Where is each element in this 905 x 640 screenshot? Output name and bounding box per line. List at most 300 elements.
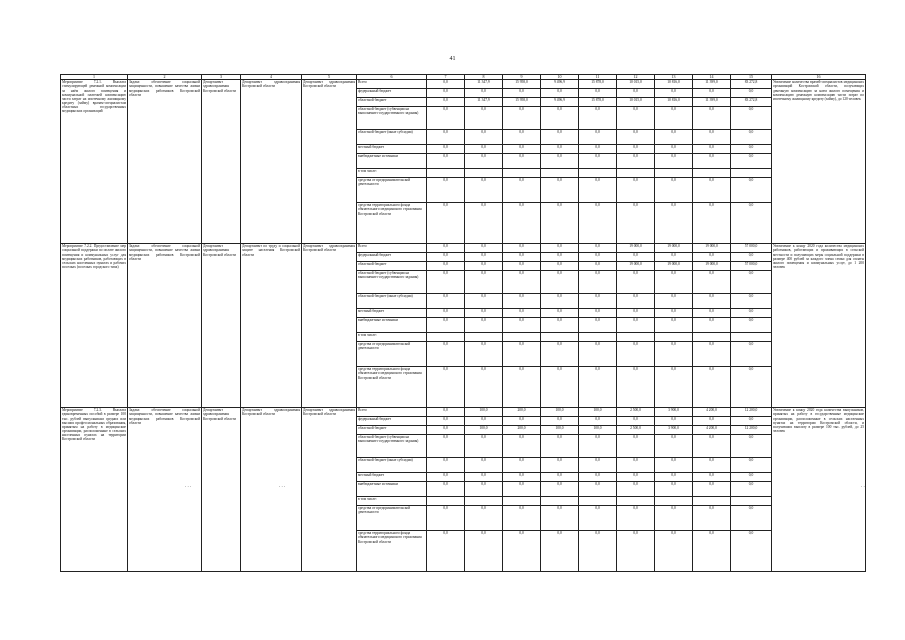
amount-cell [731, 333, 772, 342]
amount-cell: 0,0 [693, 178, 731, 203]
funding-row [61, 80, 866, 89]
amount-cell: 0,0 [731, 531, 772, 572]
amount-cell: 11 399,0 [693, 80, 731, 89]
task-cell: Задача: обеспечение социальной защищенности, повышение качества жизни медицинских работников Костромской области [128, 80, 202, 244]
amount-cell: 0,0 [579, 342, 617, 367]
amount-cell: 0,0 [427, 107, 465, 130]
amount-cell: 0,0 [579, 417, 617, 426]
responsible-cell: Департамент здравоохранения Костромской области [202, 244, 241, 408]
activity-name-cell: Мероприятие 7.2.3. Выплата единовременных пособий в размере 100 тыс. рублей выпускникам средних или высших профессиональных образования, принятым на работу в медицинские организации, расположенные в сельских населенных пунктах на территории Костромской области [61, 408, 128, 572]
amount-cell: 0,0 [503, 154, 541, 169]
amount-cell: 0,0 [465, 417, 503, 426]
amount-cell: 0,0 [503, 294, 541, 309]
amount-cell [465, 333, 503, 342]
column-number-cell: 3 [202, 75, 241, 80]
amount-cell: 0,0 [503, 531, 541, 572]
amount-cell: 19 000,0 [655, 262, 693, 271]
amount-cell: 0,0 [541, 458, 579, 473]
amount-cell: 0,0 [503, 482, 541, 497]
amount-cell: 0,0 [579, 473, 617, 482]
column-number-cell: 11 [579, 75, 617, 80]
amount-cell: 0,0 [693, 253, 731, 262]
amount-cell: 0,0 [503, 178, 541, 203]
funding-source-cell: средства территориального фонда обязательного медицинского страхования Костромской области [357, 203, 427, 244]
amount-cell: 0,0 [503, 203, 541, 244]
amount-cell: 0,0 [541, 473, 579, 482]
amount-cell: 0,0 [655, 178, 693, 203]
amount-cell: 0,0 [427, 154, 465, 169]
amount-cell: 0,0 [579, 107, 617, 130]
amount-cell [579, 497, 617, 506]
participant-cell: Департамент здравоохранения Костромской области [302, 244, 357, 408]
funding-source-cell: местный бюджет [357, 145, 427, 154]
task-cell: Задача: обеспечение социальной защищенности, повышение качества жизни медицинских работников Костромской области [128, 408, 202, 572]
amount-cell: 0,0 [655, 458, 693, 473]
amount-cell: 15 878,0 [579, 98, 617, 107]
amount-cell: 0,0 [617, 482, 655, 497]
amount-cell: 0,0 [541, 318, 579, 333]
amount-cell: 0,0 [617, 203, 655, 244]
funding-source-cell: областной бюджет [357, 98, 427, 107]
amount-cell: 0,0 [541, 367, 579, 408]
amount-cell: 0,0 [617, 506, 655, 531]
amount-cell [655, 333, 693, 342]
amount-cell: 0,0 [655, 107, 693, 130]
amount-cell: 0,0 [541, 482, 579, 497]
responsible-cell: Департамент здравоохранения Костромской области [202, 80, 241, 244]
amount-cell: 0,0 [693, 417, 731, 426]
amount-cell: 9 496,9 [541, 80, 579, 89]
amount-cell: 0,0 [541, 253, 579, 262]
amount-cell: 0,0 [617, 154, 655, 169]
amount-cell: 0,0 [541, 244, 579, 253]
amount-cell: 3 900,0 [655, 426, 693, 435]
amount-cell [465, 497, 503, 506]
amount-cell: 15 878,0 [579, 80, 617, 89]
amount-cell: 100,0 [541, 408, 579, 417]
funding-source-cell: средства от предпринимательской деятельности [357, 178, 427, 203]
amount-cell: 0,0 [731, 203, 772, 244]
amount-cell: 0,0 [541, 294, 579, 309]
amount-cell: 0,0 [579, 506, 617, 531]
amount-cell: 0,0 [503, 244, 541, 253]
amount-cell: 0,0 [427, 426, 465, 435]
amount-cell: 0,0 [541, 178, 579, 203]
funding-source-cell: внебюджетные источники [357, 318, 427, 333]
amount-cell [693, 169, 731, 178]
amount-cell: 0,0 [655, 89, 693, 98]
amount-cell: 11 347,9 [465, 98, 503, 107]
amount-cell: 57 000,0 [731, 262, 772, 271]
column-number-cell: 14 [693, 75, 731, 80]
amount-cell: 0,0 [731, 367, 772, 408]
amount-cell: 0,0 [693, 473, 731, 482]
amount-cell: 0,0 [655, 417, 693, 426]
amount-cell: 2 500,0 [617, 408, 655, 417]
amount-cell: 0,0 [655, 482, 693, 497]
amount-cell: 0,0 [541, 203, 579, 244]
amount-cell: 0,0 [427, 435, 465, 458]
amount-cell: 0,0 [541, 107, 579, 130]
amount-cell: 0,0 [617, 473, 655, 482]
funding-source-cell: областной бюджет (иные субсидии) [357, 294, 427, 309]
column-number-cell: 6 [357, 75, 427, 80]
amount-cell: 0,0 [541, 531, 579, 572]
amount-cell: 0,0 [693, 130, 731, 145]
funding-source-cell: федеральный бюджет [357, 89, 427, 98]
amount-cell: 0,0 [617, 178, 655, 203]
amount-cell: 0,0 [541, 89, 579, 98]
amount-cell: 0,0 [731, 154, 772, 169]
amount-cell: 0,0 [731, 178, 772, 203]
amount-cell: 0,0 [427, 342, 465, 367]
amount-cell: 0,0 [693, 482, 731, 497]
amount-cell: 0,0 [465, 367, 503, 408]
amount-cell: 0,0 [465, 107, 503, 130]
amount-cell: 0,0 [503, 89, 541, 98]
amount-cell [503, 497, 541, 506]
column-number-cell: 2 [128, 75, 202, 80]
amount-cell: 100,0 [465, 426, 503, 435]
amount-cell: 0,0 [731, 107, 772, 130]
funding-source-cell: областной бюджет (иные субсидии) [357, 458, 427, 473]
amount-cell: 0,0 [693, 107, 731, 130]
column-number-cell: 15 [731, 75, 772, 80]
activity-name-cell: Мероприятие 7.2.1. Выплата стимулирующей денежной компенсации за наём жилого помещения и коммунальной платежей компенсацию части затрат на ипотечному жилищному кредиту (займу) врачам-специалистам областных государственных медицинских организаций [61, 80, 128, 244]
amount-cell: 0,0 [731, 145, 772, 154]
amount-cell: 0,0 [655, 271, 693, 294]
amount-cell: 0,0 [655, 531, 693, 572]
column-number-cell: 1 [61, 75, 128, 80]
amount-cell: 0,0 [731, 342, 772, 367]
amount-cell: 0,0 [617, 145, 655, 154]
amount-cell [617, 333, 655, 342]
amount-cell: 0,0 [693, 271, 731, 294]
amount-cell: 0,0 [693, 435, 731, 458]
amount-cell: 0,0 [503, 130, 541, 145]
amount-cell: 0,0 [465, 473, 503, 482]
amount-cell: 0,0 [731, 89, 772, 98]
amount-cell: 0,0 [465, 271, 503, 294]
amount-cell: 0,0 [503, 145, 541, 154]
amount-cell: 0,0 [503, 342, 541, 367]
amount-cell: 0,0 [427, 89, 465, 98]
amount-cell: 0,0 [693, 318, 731, 333]
amount-cell: 0,0 [731, 309, 772, 318]
amount-cell: 0,0 [427, 458, 465, 473]
amount-cell: 0,0 [655, 294, 693, 309]
expected-result-cell: Увеличение к концу 2020 года количества медицинских работников, работающих и проживающих в сельской местности и получающих меры социальной поддержки в размере 400 рублей за каждого члена семьи для оплаты жилого помещения и коммунальных услуг, до 1 200 человек [772, 244, 866, 408]
column-number-cell: 13 [655, 75, 693, 80]
participant-cell: Департамент здравоохранения Костромской области [302, 80, 357, 244]
amount-cell: 0,0 [465, 435, 503, 458]
amount-cell: 0,0 [579, 318, 617, 333]
amount-cell [693, 497, 731, 506]
amount-cell: 0,0 [655, 506, 693, 531]
amount-cell: 0,0 [427, 203, 465, 244]
amount-cell [579, 333, 617, 342]
amount-cell: 0,0 [503, 417, 541, 426]
amount-cell: 0,0 [541, 417, 579, 426]
amount-cell: 0,0 [579, 482, 617, 497]
amount-cell: 0,0 [427, 253, 465, 262]
amount-cell: 0,0 [427, 271, 465, 294]
column-number-cell: 16 [772, 75, 866, 80]
amount-cell: 0,0 [579, 203, 617, 244]
amount-cell: 200,0 [503, 408, 541, 417]
amount-cell: 0,0 [693, 309, 731, 318]
amount-cell: 83 272,8 [731, 98, 772, 107]
amount-cell: 0,0 [503, 107, 541, 130]
amount-cell: 0,0 [579, 253, 617, 262]
amount-cell: 0,0 [465, 253, 503, 262]
funding-source-cell: средства от предпринимательской деятельности [357, 506, 427, 531]
amount-cell [427, 169, 465, 178]
column-number-cell: 4 [241, 75, 302, 80]
amount-cell: 0,0 [579, 458, 617, 473]
amount-cell: 0,0 [427, 473, 465, 482]
page-number: 41 [449, 56, 456, 62]
amount-cell: 0,0 [617, 271, 655, 294]
amount-cell: 0,0 [503, 253, 541, 262]
amount-cell: 0,0 [693, 458, 731, 473]
column-number-cell: 7 [427, 75, 465, 80]
amount-cell: 9 496,9 [541, 98, 579, 107]
funding-source-cell: федеральный бюджет [357, 417, 427, 426]
amount-cell: 0,0 [731, 417, 772, 426]
funding-source-cell: областной бюджет [357, 426, 427, 435]
funding-source-cell: в том числе: [357, 497, 427, 506]
amount-cell: 0,0 [693, 531, 731, 572]
column-number-cell: 9 [503, 75, 541, 80]
amount-cell: 10 816,0 [655, 80, 693, 89]
amount-cell [617, 169, 655, 178]
amount-cell: 0,0 [617, 458, 655, 473]
amount-cell: 0,0 [427, 130, 465, 145]
amount-cell: 0,0 [617, 417, 655, 426]
amount-cell: 0,0 [579, 89, 617, 98]
amount-cell: 0,0 [541, 130, 579, 145]
amount-cell [541, 497, 579, 506]
amount-cell: 0,0 [693, 89, 731, 98]
amount-cell: 0,0 [465, 130, 503, 145]
expected-result-cell: Увеличение количества врачей-специалистов медицинских организаций Костромской области, получающих денежную компенсацию за наем жилого помещения и компенсацию денежную компенсацию части затрат по ипотечному жилищному кредиту (займу), до 120 человек [772, 80, 866, 244]
amount-cell: 0,0 [465, 244, 503, 253]
amount-cell: 0,0 [465, 262, 503, 271]
amount-cell [465, 169, 503, 178]
amount-cell: 0,0 [579, 367, 617, 408]
amount-cell: 0,0 [731, 318, 772, 333]
amount-cell: 0,0 [427, 482, 465, 497]
amount-cell: 0,0 [617, 531, 655, 572]
amount-cell: 0,0 [427, 309, 465, 318]
amount-cell: 0,0 [427, 294, 465, 309]
amount-cell: 0,0 [693, 203, 731, 244]
amount-cell: 0,0 [693, 154, 731, 169]
amount-cell: 0,0 [655, 473, 693, 482]
scan-artifact: . . [861, 484, 865, 489]
amount-cell: 15 958,0 [503, 98, 541, 107]
amount-cell: 0,0 [579, 145, 617, 154]
amount-cell: 0,0 [465, 178, 503, 203]
amount-cell: 0,0 [503, 271, 541, 294]
funding-source-cell: областной бюджет (субвенции на выполнение государственного задания) [357, 435, 427, 458]
amount-cell: 0,0 [465, 342, 503, 367]
amount-cell: 0,0 [503, 435, 541, 458]
funding-source-cell: областной бюджет [357, 262, 427, 271]
amount-cell: 10 015,0 [617, 98, 655, 107]
column-number-cell: 5 [302, 75, 357, 80]
participant-cell: Департамент здравоохранения Костромской области [302, 408, 357, 572]
amount-cell: 0,0 [655, 154, 693, 169]
amount-cell: 19 000,0 [617, 262, 655, 271]
amount-cell: 0,0 [503, 318, 541, 333]
amount-cell: 12 200,0 [731, 408, 772, 417]
amount-cell: 0,0 [617, 89, 655, 98]
funding-row [61, 244, 866, 253]
amount-cell: 0,0 [579, 130, 617, 145]
amount-cell: 0,0 [693, 367, 731, 408]
amount-cell: 0,0 [617, 318, 655, 333]
amount-cell: 0,0 [465, 89, 503, 98]
amount-cell: 0,0 [731, 130, 772, 145]
amount-cell: 0,0 [427, 531, 465, 572]
amount-cell: 19 000,0 [693, 244, 731, 253]
amount-cell: 0,0 [465, 145, 503, 154]
amount-cell: 0,0 [427, 80, 465, 89]
amount-cell: 0,0 [579, 178, 617, 203]
amount-cell: 0,0 [503, 458, 541, 473]
amount-cell: 83 272,8 [731, 80, 772, 89]
funding-row [61, 408, 866, 417]
amount-cell: 0,0 [541, 342, 579, 367]
amount-cell: 0,0 [617, 342, 655, 367]
amount-cell: 0,0 [427, 318, 465, 333]
amount-cell: 0,0 [427, 262, 465, 271]
amount-cell: 100,0 [579, 408, 617, 417]
coexecutor-cell: Департамент по труду и социальной защите населения Костромской области [241, 244, 302, 408]
scan-artifact: . . . [185, 484, 192, 489]
funding-source-cell: местный бюджет [357, 473, 427, 482]
amount-cell: 0,0 [731, 294, 772, 309]
amount-cell: 200,0 [503, 426, 541, 435]
funding-source-cell: федеральный бюджет [357, 253, 427, 262]
amount-cell: 0,0 [579, 154, 617, 169]
amount-cell: 0,0 [427, 178, 465, 203]
amount-cell: 0,0 [465, 482, 503, 497]
amount-cell [655, 169, 693, 178]
amount-cell: 0,0 [579, 271, 617, 294]
amount-cell: 0,0 [427, 408, 465, 417]
amount-cell: 11 399,0 [693, 98, 731, 107]
amount-cell: 0,0 [427, 506, 465, 531]
amount-cell [541, 169, 579, 178]
amount-cell: 0,0 [465, 506, 503, 531]
amount-cell: 0,0 [731, 253, 772, 262]
amount-cell: 11 347,9 [465, 80, 503, 89]
funding-source-cell: Всего [357, 244, 427, 253]
amount-cell: 0,0 [655, 145, 693, 154]
funding-source-cell: внебюджетные источники [357, 482, 427, 497]
amount-cell: 0,0 [617, 253, 655, 262]
expected-result-cell: Увеличение к концу 2020 года количества выпускников, принятых на работу в государственные медицинские организации, расположенные в сельских населенных пунктах на территории Костромской области, и получивших выплату в размере 100 тыс. рублей, до 25 человек [772, 408, 866, 572]
activity-name-cell: Мероприятие 7.2.2. Предоставление мер социальной поддержки по оплате жилого помещения и коммунальных услуг для медицинских работников, работающих в сельских населенных пунктах и рабочих поселках (поселках городского типа) [61, 244, 128, 408]
amount-cell: 0,0 [731, 482, 772, 497]
amount-cell [731, 497, 772, 506]
amount-cell [503, 333, 541, 342]
amount-cell [503, 169, 541, 178]
amount-cell: 0,0 [579, 435, 617, 458]
amount-cell: 0,0 [655, 342, 693, 367]
amount-cell [427, 497, 465, 506]
amount-cell: 0,0 [503, 473, 541, 482]
amount-cell: 0,0 [427, 367, 465, 408]
program-activities-table [60, 74, 866, 572]
column-number-cell: 12 [617, 75, 655, 80]
amount-cell [655, 497, 693, 506]
responsible-cell: Департамент здравоохранения Костромской области [202, 408, 241, 572]
amount-cell: 2 500,0 [617, 426, 655, 435]
coexecutor-cell: Департамент здравоохранения Костромской области [241, 408, 302, 572]
column-number-cell: 10 [541, 75, 579, 80]
amount-cell: 0,0 [617, 294, 655, 309]
amount-cell: 0,0 [579, 294, 617, 309]
amount-cell: 0,0 [579, 309, 617, 318]
amount-cell: 0,0 [579, 531, 617, 572]
amount-cell: 100,0 [541, 426, 579, 435]
amount-cell: 15 958,0 [503, 80, 541, 89]
amount-cell: 0,0 [427, 98, 465, 107]
amount-cell: 0,0 [655, 367, 693, 408]
amount-cell: 0,0 [617, 367, 655, 408]
amount-cell: 0,0 [731, 271, 772, 294]
amount-cell: 19 000,0 [693, 262, 731, 271]
amount-cell [731, 169, 772, 178]
amount-cell: 0,0 [731, 435, 772, 458]
amount-cell: 0,0 [655, 130, 693, 145]
amount-cell: 0,0 [617, 435, 655, 458]
amount-cell: 0,0 [541, 145, 579, 154]
amount-cell: 4 200,0 [693, 426, 731, 435]
amount-cell: 0,0 [655, 435, 693, 458]
amount-cell [693, 333, 731, 342]
funding-source-cell: внебюджетные источники [357, 154, 427, 169]
amount-cell: 4 200,0 [693, 408, 731, 417]
funding-source-cell: областной бюджет (субвенции на выполнение государственного задания) [357, 271, 427, 294]
funding-source-cell: в том числе: [357, 333, 427, 342]
amount-cell: 0,0 [617, 130, 655, 145]
amount-cell: 0,0 [427, 244, 465, 253]
amount-cell [427, 333, 465, 342]
coexecutor-cell: Департамент здравоохранения Костромской области [241, 80, 302, 244]
funding-source-cell: средства от предпринимательской деятельности [357, 342, 427, 367]
amount-cell: 0,0 [731, 458, 772, 473]
amount-cell: 0,0 [579, 244, 617, 253]
amount-cell: 10 816,0 [655, 98, 693, 107]
amount-cell: 100,0 [465, 408, 503, 417]
amount-cell: 0,0 [731, 473, 772, 482]
amount-cell: 19 000,0 [617, 244, 655, 253]
amount-cell: 0,0 [541, 271, 579, 294]
amount-cell: 57 000,0 [731, 244, 772, 253]
funding-source-cell: Всего [357, 408, 427, 417]
amount-cell: 0,0 [427, 417, 465, 426]
funding-source-cell: областной бюджет (иные субсидии) [357, 130, 427, 145]
amount-cell: 19 000,0 [655, 244, 693, 253]
scan-artifact: . . . [279, 484, 286, 489]
amount-cell: 0,0 [541, 309, 579, 318]
amount-cell: 0,0 [503, 309, 541, 318]
